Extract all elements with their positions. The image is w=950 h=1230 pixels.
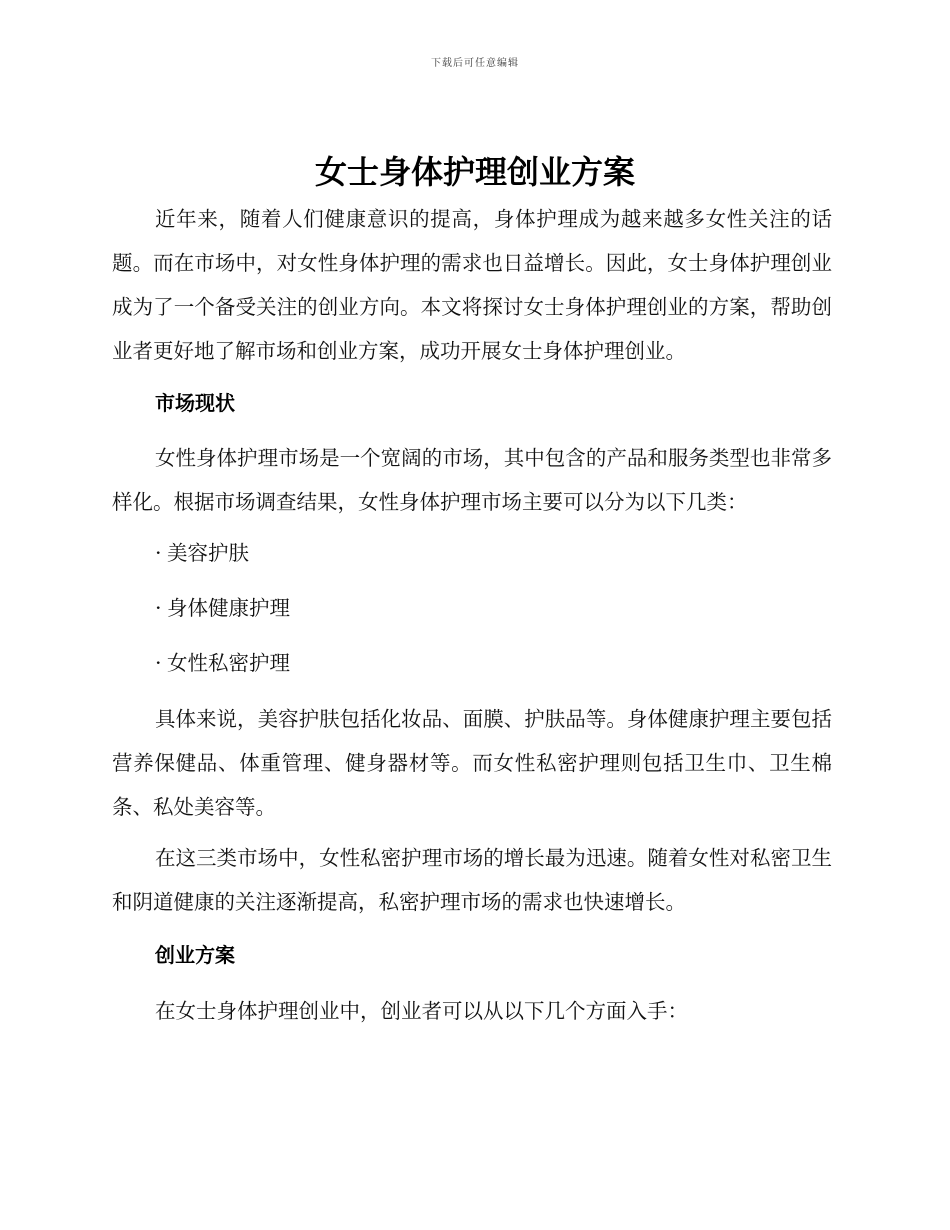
bullet-item-label: 美容护肤 bbox=[167, 541, 249, 565]
bullet-marker: · bbox=[155, 541, 162, 565]
market-paragraph-3: 在这三类市场中，女性私密护理市场的增长最为迅速。随着女性对私密卫生和阴道健康的关注逐渐提高，私密护理市场的需求也快速增长。 bbox=[112, 846, 832, 914]
document-title: 女士身体护理创业方案 bbox=[314, 153, 635, 191]
bullet-marker: · bbox=[155, 651, 162, 675]
bullet-item-label: 身体健康护理 bbox=[167, 596, 290, 620]
bullet-item bbox=[155, 593, 290, 623]
plan-paragraph-1: 在女士身体护理创业中，创业者可以从以下几个方面入手： bbox=[155, 999, 688, 1023]
page-header-note: 下载后可任意编辑 bbox=[431, 58, 519, 69]
bullet-marker: · bbox=[155, 596, 162, 620]
intro-paragraph: 近年来，随着人们健康意识的提高，身体护理成为越来越多女性关注的话题。而在市场中，对女性身体护理的需求也日益增长。因此，女士身体护理创业成为了一个备受关注的创业方向。本文将探讨女士身体护理创业的方案，帮助创业者更好地了解市场和创业方案，成功开展女士身体护理创业。 bbox=[112, 207, 832, 363]
section-heading-market: 市场现状 bbox=[155, 391, 235, 415]
bullet-item-label: 女性私密护理 bbox=[167, 651, 290, 675]
section-heading-plan: 创业方案 bbox=[155, 943, 235, 967]
market-paragraph-1: 女性身体护理市场是一个宽阔的市场，其中包含的产品和服务类型也非常多样化。根据市场调查结果，女性身体护理市场主要可以分为以下几类： bbox=[112, 446, 832, 514]
market-paragraph-2: 具体来说，美容护肤包括化妆品、面膜、护肤品等。身体健康护理主要包括营养保健品、体重管理、健身器材等。而女性私密护理则包括卫生巾、卫生棉条、私处美容等。 bbox=[112, 707, 832, 819]
bullet-item bbox=[155, 648, 290, 678]
bullet-item bbox=[155, 538, 249, 568]
